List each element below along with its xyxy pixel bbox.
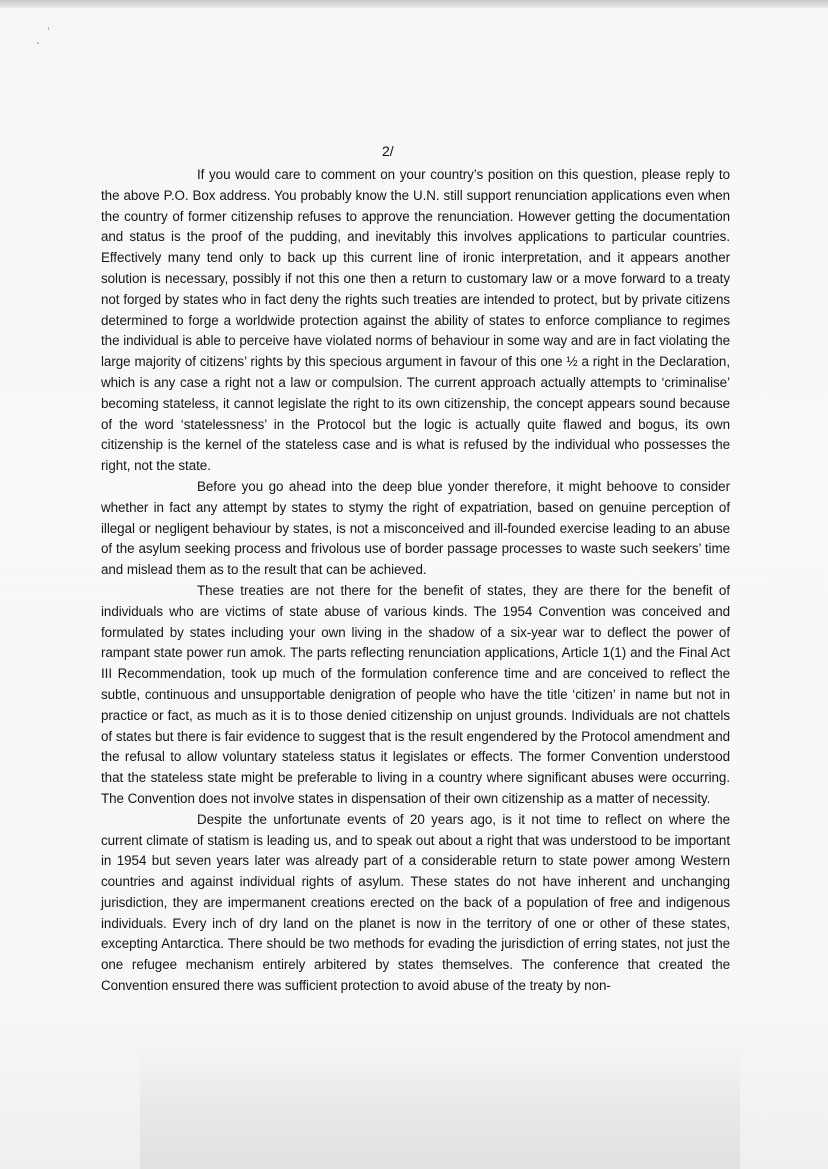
paragraph-1: If you would care to comment on your country’s position on this question, please reply to the above P.O. Box address. You probably know the U.N. still support renunciation applications even when the country of former citizenship refuses to approve the renunciation. However getting the documentation and status is the proof of the pudding, and inevitably this involves applications to particular countries. Effectively many tend only to back up this current line of ironic interpretation, and it appears another solution is necessary, possibly if not this one then a return to customary law or a move forward to a treaty not forged by states who in fact deny the rights such treaties are intended to protect, but by private citizens determined to forge a worldwide protection against the ability of states to enforce compliance to regimes the individual is able to perceive have violated norms of behaviour in some way and are in fact violating the large majority of citizens’ rights by this specious argument in favour of this one ½ a right in the Declaration, which is any case a right not a law or compulsion. The current approach actually attempts to ‘criminalise’ becoming stateless, it cannot legislate the right to its own citizenship, the concept appears sound because of the word ‘statelessness’ in the Protocol but the logic is actually quite flawed and bogus, its own citizenship is the kernel of the stateless case and is what is refused by the individual who possesses the right, not the state.: [101, 167, 730, 474]
scan-edge-shadow: [0, 0, 828, 8]
reverse-side-bleed-through: [140, 1045, 740, 1169]
scan-speck: [48, 27, 49, 30]
scan-speck: [37, 42, 39, 44]
page-number: 2/: [382, 143, 394, 159]
letter-body: [101, 165, 730, 997]
paragraph-4: Despite the unfortunate events of 20 years ago, is it not time to reflect on where the current climate of statism is leading us, and to speak out about a right that was understood to be important in 1954 but seven years later was already part of a considerable return to state power among Western countries and against individual rights of asylum. These states do not have inherent and unchanging jurisdiction, they are impermanent creations erected on the back of a population of free and indigenous individuals. Every inch of dry land on the planet is now in the territory of one or other of these states, excepting Antarctica. There should be two methods for evading the jurisdiction of erring states, not just the one refugee mechanism entirely arbitered by states themselves. The conference that created the Convention ensured there was sufficient protection to avoid abuse of the treaty by non-: [101, 811, 730, 994]
paragraph-2: Before you go ahead into the deep blue yonder therefore, it might behoove to consider whether in fact any attempt by states to stymy the right of expatriation, based on genuine perception of illegal or negligent behaviour by states, is not a misconceived and ill-founded exercise leading to an abuse of the asylum seeking process and frivolous use of border passage processes to waste such seekers’ time and mislead them as to the result that can be achieved.: [101, 478, 730, 578]
paragraph-3: These treaties are not there for the benefit of states, they are there for the benefit of individuals who are victims of state abuse of various kinds. The 1954 Convention was conceived and formulated by states including your own living in the shadow of a six-year war to deflect the power of rampant state power run amok. The parts reflecting renunciation applications, Article 1(1) and the Final Act III Recommendation, took up much of the formulation conference time and are conceived to reflect the subtle, continuous and unsupportable denigration of people who have the title ‘citizen’ in name but not in practice or fact, as much as it is to those denied citizenship on unjust grounds. Individuals are not chattels of states but there is fair evidence to suggest that is the result engendered by the Protocol amendment and the refusal to allow voluntary stateless status it legislates or effects. The former Convention understood that the stateless state might be preferable to living in a country where significant abuses were occurring. The Convention does not involve states in dispensation of their own citizenship as a matter of necessity.: [101, 582, 730, 806]
